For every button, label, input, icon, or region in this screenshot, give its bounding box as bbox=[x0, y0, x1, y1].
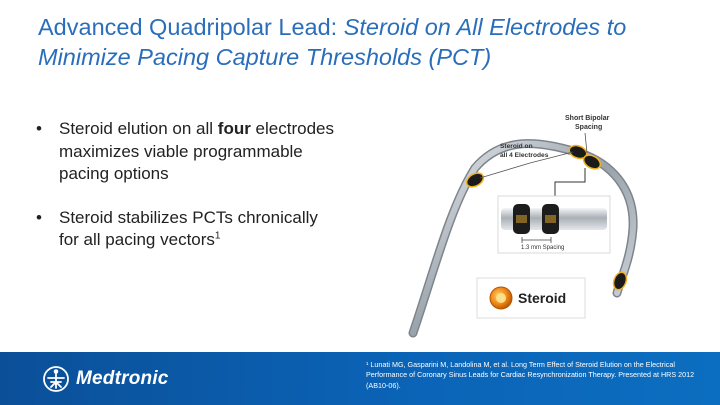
slide-title bbox=[38, 12, 698, 72]
steroid-electrodes-label-2: all 4 Electrodes bbox=[500, 152, 549, 159]
short-bipolar-label-2: Spacing bbox=[575, 124, 603, 131]
bullet-list bbox=[36, 118, 336, 273]
bullet-text-end: electrodes maximizes viable programmable pacing options bbox=[59, 119, 334, 183]
medtronic-emblem-icon bbox=[42, 365, 70, 393]
title-text: Advanced Quadripolar Lead: bbox=[38, 14, 344, 40]
steroid-badge-label: Steroid bbox=[518, 290, 567, 306]
footer-bar bbox=[0, 352, 720, 405]
footnote-reference: ¹ Lunati MG, Gasparini M, Landolina M, et al. Long Term Effect of Steroid Elution on the Electrical Performance of Coronary Sinus Leads for Cardiac Resynchronization Therapy. Presented at HRS 2012 (AB10-06). bbox=[366, 360, 695, 390]
bullet-text: Steroid elution on all bbox=[59, 119, 218, 138]
medtronic-logo bbox=[42, 364, 169, 394]
spacing-label: 1.3 mm Spacing bbox=[521, 245, 565, 251]
lead-diagram bbox=[395, 108, 695, 338]
bullet-text: Steroid stabilizes PCTs chronically for all pacing vectors bbox=[59, 207, 318, 249]
bullet-marker: • bbox=[36, 119, 42, 138]
steroid-electrodes-label-1: Steroid on bbox=[500, 143, 533, 150]
title-italic-text: Steroid on All Electrodes to Minimize Pacing Capture Thresholds (PCT) bbox=[38, 14, 627, 70]
short-bipolar-label-1: Short Bipolar bbox=[565, 115, 610, 122]
bullet-marker: • bbox=[36, 207, 42, 227]
brand-name: Medtronic bbox=[76, 368, 169, 389]
bullet-bold-text: four bbox=[217, 119, 251, 138]
bullet-item bbox=[36, 207, 336, 252]
bullet-item bbox=[36, 118, 336, 186]
lead-illustration bbox=[395, 108, 695, 338]
footnote-marker: 1 bbox=[214, 230, 221, 242]
